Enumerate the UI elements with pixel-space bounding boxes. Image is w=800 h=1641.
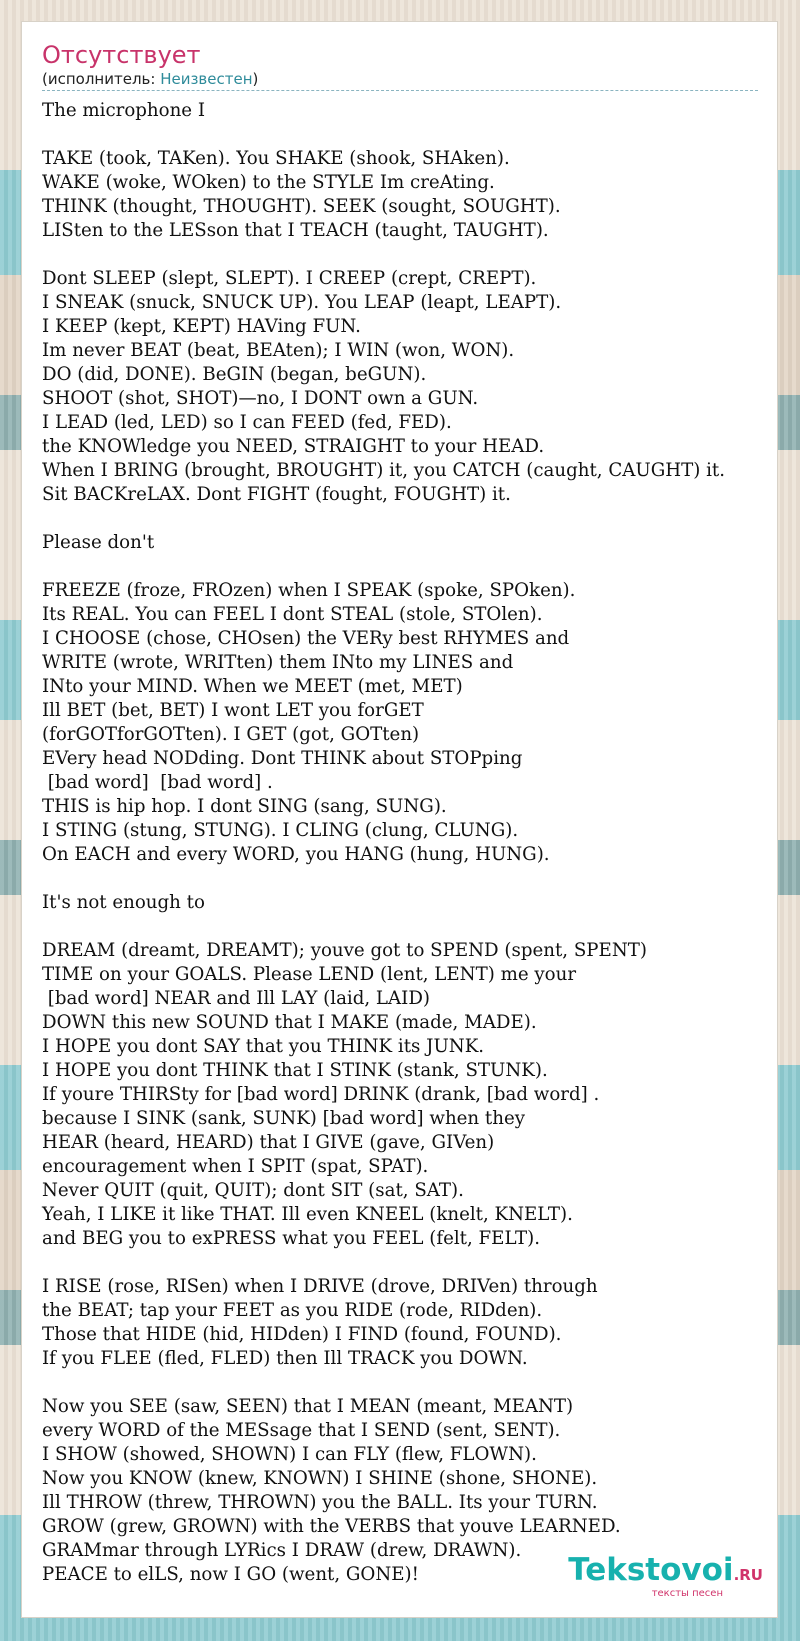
logo-tld: .RU bbox=[733, 1566, 763, 1584]
artist-suffix: ) bbox=[252, 70, 259, 88]
artist-line bbox=[42, 70, 758, 88]
song-header bbox=[42, 40, 758, 91]
lyrics-text: The microphone I TAKE (took, TAKen). You SHAKE (shook, SHAken). WAKE (woke, WOken) to the STYLE Im creAting. THINK (thought, THOUGHT). SEEK (sought, SOUGHT). LISten to the LESson that I TEACH (taught, TAUGHT). Dont SLEEP (slept, SLEPT). I CREEP (crept, CREPT). I SNEAK (snuck, SNUCK UP). You LEAP (leapt, LEAPT). I KEEP (kept, KEPT) HAVing FUN. Im never BEAT (beat, BEAten); I WIN (won, WON). DO (did, DONE). BeGIN (began, beGUN). SHOOT (shot, SHOT)—no, I DONT own a GUN. I LEAD (led, LED) so I can FEED (fed, FED). the KNOWledge you NEED, STRAIGHT to your HEAD. When I BRING (brought, BROUGHT) it, you CATCH (caught, CAUGHT) it. Sit BACKreLAX. Dont FIGHT (fought, FOUGHT) it. Please don't FREEZE (froze, FROzen) when I SPEAK (spoke, SPOken). Its REAL. You can FEEL I dont STEAL (stole, STOlen). I CHOOSE (chose, CHOsen) the VERy best RHYMES and WRITE (wrote, WRITten) them INto my LINES and INto your MIND. When we MEET (met, MET) Ill BET (bet, BET) I wont LET you forGET (forGOTforGOTten). I GET (got, GOTten) EVery head NODding. Dont THINK about STOPping [bad word] [bad word] . THIS is hip hop. I dont SING (sang, SUNG). I STING (stung, STUNG). I CLING (clung, CLUNG). On EACH and every WORD, you HANG (hung, HUNG). It's not enough to DREAM (dreamt, DREAMT); youve got to SPEND (spent, SPENT) TIME on your GOALS. Please LEND (lent, LENT) me your [bad word] NEAR and Ill LAY (laid, LAID) DOWN this new SOUND that I MAKE (made, MADE). I HOPE you dont SAY that you THINK its JUNK. I HOPE you dont THINK that I STINK (stank, STUNK). If youre THIRSty for [bad word] DRINK (drank, [bad word] . because I SINK (sank, SUNK) [bad word] when they HEAR (heard, HEARD) that I GIVE (gave, GIVen) encouragement when I SPIT (spat, SPAT). Never QUIT (quit, QUIT); dont SIT (sat, SAT). Yeah, I LIKE it like THAT. Ill even KNEEL (knelt, KNELT). and BEG you to exPRESS what you FEEL (felt, FELT). I RISE (rose, RISen) when I DRIVE (drove, DRIVen) through the BEAT; tap your FEET as you RIDE (rode, RIDden). Those that HIDE (hid, HIDden) I FIND (found, FOUND). If you FLEE (fled, FLED) then Ill TRACK you DOWN. Now you SEE (saw, SEEN) that I MEAN (meant, MEANT) every WORD of the MESsage that I SEND (sent, SENT). I SHOW (showed, SHOWN) I can FLY (flew, FLOWN). Now you KNOW (knew, KNOWN) I SHINE (shone, SHONE). Ill THROW (threw, THROWN) you the BALL. Its your TURN. GROW (grew, GROWN) with the VERBS that youve LEARNED. GRAMmar through LYRics I DRAW (drew, DRAWN). PEACE to elLS, now I GO (went, GONE)! bbox=[42, 100, 726, 1585]
logo-name: Tekstovoi bbox=[568, 1552, 734, 1588]
logo-wordmark bbox=[568, 1554, 763, 1591]
artist-link[interactable]: Неизвестен bbox=[160, 70, 253, 88]
artist-prefix: (исполнитель: bbox=[42, 70, 161, 88]
site-logo[interactable] bbox=[568, 1554, 763, 1599]
logo-tagline: тексты песен bbox=[651, 1588, 723, 1599]
lyrics-card bbox=[21, 21, 778, 1618]
song-title: Отсутствует bbox=[42, 41, 201, 69]
